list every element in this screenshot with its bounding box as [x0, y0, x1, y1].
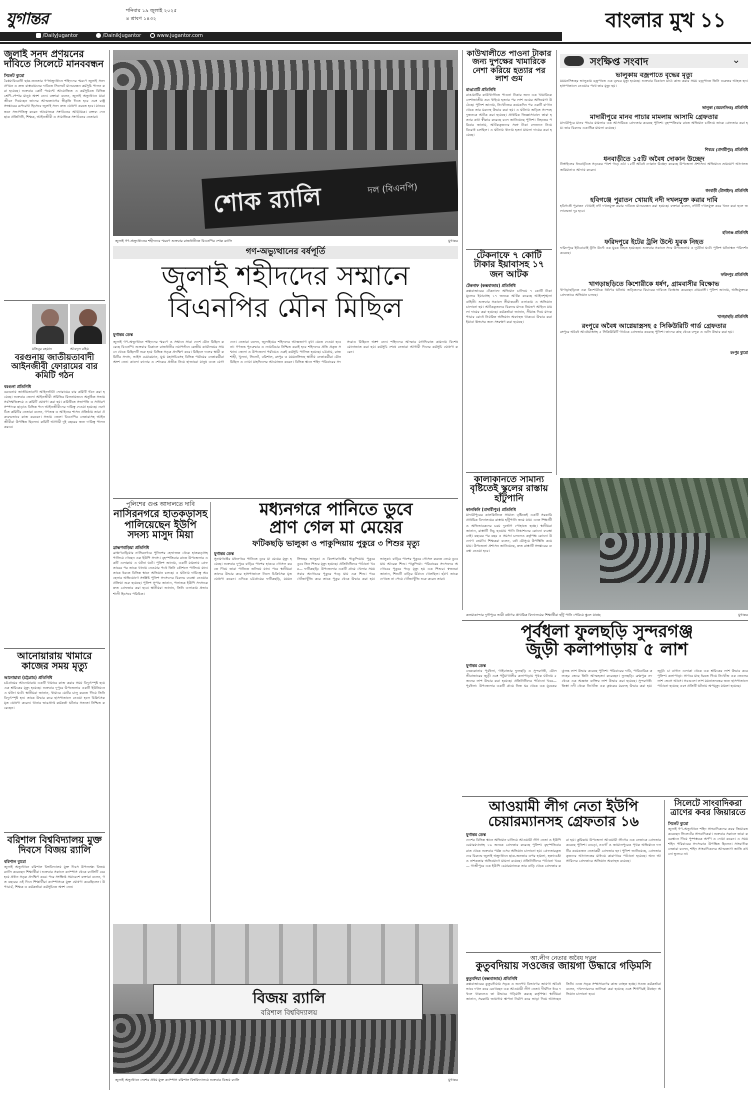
byline: আনোয়ারা (চট্টগ্রাম) প্রতিনিধি: [4, 674, 53, 680]
brief-list: [560, 72, 748, 474]
body-text: ব্রাহ্মণবাড়িয়ার নাসিরনগরে পুলিশের হেফাজত থেকে হাতকড়াসহ পালিয়ে গেছেন এক ইউপি সদস্য। বৃহস্পতিবার রাতে উপজেলার একটি এলাকায় এ ঘটনা ঘটে। পুলিশ জানায়, একটি মামলায় গ্রেফতারের পর তাকে থানায় নেওয়ার পথে তিনি কৌশলে পালিয়ে যান। তাকে ধরতে বিভিন্ন স্থানে অভিযান চলছে। এ ঘটনায় দায়িত্বে অবহেলার অভিযোগে সংশ্লিষ্ট পুলিশ সদস্যদের বিরুদ্ধে ব্যবস্থা নেওয়ার প্রক্রিয়া শুরু হয়েছে। পুলিশ সুপার জানান, পলাতক ইউপি সদস্যকে দ্রুত গ্রেফতার করা হবে। স্থানীয়রা জানান, তিনি এলাকায় প্রভাবশালী হিসেবে পরিচিত।: [113, 550, 208, 596]
kicker: আ.লীগ নেতার অবৈধ দখল: [530, 955, 597, 962]
banner-sub: দল (বিএনপি): [367, 182, 418, 197]
body-text: চট্টগ্রামের আনোয়ারায় একটি খামারে কাজ করার সময় বিদ্যুৎস্পৃষ্ট হয়ে এক শ্রমিকের মৃত্যু হয়েছে। শুক্রবার দুপুরে উপজেলার একটি ইউনিয়নে এ ঘটনা ঘটে। স্থানীয়রা জানান, খামারে মোটর চালু করতে গিয়ে তিনি বিদ্যুৎস্পৃষ্ট হন। তাকে উদ্ধার করে হাসপাতালে নেওয়া হলে চিকিৎসক মৃত ঘোষণা করেন। থানার ভারপ্রাপ্ত কর্মকর্তা ঘটনার সত্যতা নিশ্চিত করেছেন।: [4, 680, 105, 711]
body-text: জুলাই অভ্যুত্থানে বরিশাল বিশ্ববিদ্যালয় মুক্ত দিবস উপলক্ষ্যে বিজয় র‌্যালি করেছেন শিক্ষার্থীরা। শুক্রবার সকালে ক্যাম্পাস থেকে র‌্যালিটি বের হয়ে প্রধান সড়ক প্রদক্ষিণ করে। পরে সংক্ষিপ্ত সমাবেশে বক্তারা বলেন, গত বছরের এই দিনে শিক্ষার্থীরা ক্যাম্পাসকে মুক্ত ঘোষণা করেছিলেন। উপাচার্য, শিক্ষক ও কর্মকর্তারা কর্মসূচিতে অংশ নেন।: [4, 864, 105, 890]
body-text: জুলাই গণ-অভ্যুত্থানে শহিদ সাংবাদিকদের কবর জিয়ারত করেছেন সিলেটের সাংবাদিকরা। শুক্রবার সকালে তারা কবরস্থানে গিয়ে পুষ্পস্তবক অর্পণ ও দোয়া করেন। এ সময় শহিদ পরিবারের সদস্যরাও উপস্থিত ছিলেন। সাংবাদিক নেতারা বলেন, শহিদ সাংবাদিকদের আত্মত্যাগ জাতি কখনো ভুলবে না।: [668, 826, 748, 857]
body-text: সুনামগঞ্জের মধ্যনগরে পানিতে ডুবে মা মেয়ের মৃত্যু হয়েছে। শুক্রবার দুপুরে বাড়ির পাশের হাওরে গোসল করতে গিয়ে তারা পানিতে তলিয়ে যান। পরে স্থানীয়রা তাদের উদ্ধার করে হাসপাতালে নিলে চিকিৎসক মৃত ঘোষণা করেন। এদিকে চট্টগ্রামের ফটিকছড়ি, ময়মনসিংহের ভালুকা ও কিশোরগঞ্জের পাকুন্দিয়ায় পুকুরে ডুবে তিন শিশুর মৃত্যু হয়েছে। প্রতিনিধিদের পাঠানো খবর— ফটিকছড়ি: উপজেলার একটি গ্রামে খেলার সময় সবার অগোচরে পুকুরে পড়ে যায় এক শিশু। পরে খোঁজাখুঁজি করে তাকে পুকুর থেকে উদ্ধার করা হয়। ভালুকা: বাড়ির পাশের পুকুরে গোসল করতে নেমে ডুবে যায় আরেক শিশু। পাকুন্দিয়া: পরিবারের সদস্যদের অগোচরে পুকুরে পড়ে মৃত্যু হয় এক শিশুর। স্বজনরা জানান, শিশুটি বাড়ির উঠানে খেলছিল। হঠাৎ তাকে দেখতে না পেয়ে খোঁজাখুঁজি শুরু করেন তারা।: [214, 557, 458, 582]
photo-portrait-1: [32, 304, 68, 344]
headline: নাসিরনগরে হাতকড়াসহ পালিয়েছেন ইউপি সদস্য মাসুদ মিয়া: [113, 509, 208, 542]
headline: কুতুবদিয়ায় সওজের জায়গা উদ্ধারে গড়িমসি: [475, 961, 652, 973]
headline: সিলেটে সাংবাদিকরা ত্রাণের কবর জিয়ারতে: [670, 799, 746, 818]
brief-byline: ভালুকা (ময়মনসিংহ) প্রতিনিধি: [702, 104, 748, 110]
story-nasirnagar: [113, 502, 208, 922]
brief-headline: রংপুরে অবৈধ আগ্নেয়াস্ত্রসহ ৫ সিকিউরিটি গার্ড গ্রেফতার: [581, 321, 727, 330]
lead-kicker: গণ-অভ্যুত্থানের বর্ষপূর্তি: [113, 246, 458, 259]
brief-byline: ফরিদপুর প্রতিনিধি: [720, 272, 748, 278]
body-text: রাঙামাটির কাউখালীতে পাওনা টাকার জন্য এক খামারিকে নেশাজাতীয় দ্রব্য খাইয়ে হত্যার পর লাশ গুমের অভিযোগ উঠেছে। পুলিশ জানায়, নিখোঁজের কয়েকদিন পর একটি বাগান থেকে তার মরদেহ উদ্ধার করা হয়। এ ঘটনায় জড়িত সন্দেহে দুজনকে আটক করা হয়েছে। প্রাথমিক জিজ্ঞাসাবাদে তারা হত্যার কথা স্বীকার করেছে বলে জানিয়েছে পুলিশ। নিহতের পরিবার জানায়, আটককৃতদের সঙ্গে টাকা লেনদেন নিয়ে বিরোধ চলছিল। এ ঘটনায় থানায় হত্যা মামলা দায়ের করা হয়েছে।: [466, 92, 552, 138]
headline: বরিশাল বিশ্ববিদ্যালয় মুক্ত দিবসে বিজয় র‌্যালি: [7, 835, 102, 856]
headline: কালকিনিতে সামান্য বৃষ্টিতেই স্কুলের রাস্তায় হাঁটুপানি: [470, 476, 548, 504]
x-icon: [96, 33, 101, 38]
headline-line1: পূর্বধলা ফুলছড়ি সুন্দরগঞ্জ: [520, 622, 694, 642]
flood-photo: [560, 478, 748, 610]
story-sylhet-journalists: [668, 800, 748, 1088]
story-barishal-rally: [4, 836, 105, 1088]
chevron-down-icon: ⌄: [732, 55, 741, 66]
brief-item: [560, 197, 748, 236]
byline: সিলেট ব্যুরো: [4, 72, 25, 78]
website-link[interactable]: [150, 33, 203, 39]
byline: কুতুবদিয়া (কক্সবাজার) প্রতিনিধি: [466, 975, 518, 981]
body-text: কক্সবাজারের টেকনাফে অভিযান চালিয়ে ৭ কোটি টাকা মূল্যের ইয়াবাসহ ১৭ জনকে আটক করেছে আইনশৃঙ্খলা বাহিনী। শুক্রবার সকালে সীমান্তবর্তী এলাকায় এ অভিযান চালানো হয়। আটককৃতদের বিরুদ্ধে মাদক নিয়ন্ত্রণ আইনে মামলা দায়ের করা হয়েছে। কর্মকর্তারা জানান, সীমান্ত দিয়ে মাদক পাচার রোধে নিয়মিত অভিযান অব্যাহত থাকবে। উদ্ধার করা ইয়াবা ধ্বংসের জন্য সংরক্ষণ করা হয়েছে।: [466, 289, 552, 324]
story-awami-arrests: [466, 800, 661, 950]
brief-byline: রংপুর ব্যুরো: [730, 349, 748, 355]
brief-body: টাঙ্গাইলের ধনবাড়ীতে সড়কের পাশে গড়ে ওঠা ১৫টি অবৈধ দোকান উচ্ছেদ করেছে উপজেলা প্রশাসন। অভিযানে ভ্রাম্যমাণ আদালত জরিমানাও আদায় করেন।: [560, 162, 748, 172]
section-title: বাংলার মুখ: [605, 8, 694, 32]
portrait-caption-1: মতিবুর রহমান: [32, 347, 52, 351]
facebook-handle: /DailyJugantor: [42, 33, 79, 39]
brief-body: মাদারীপুরে মানব পাচার মামলার এক আসামিকে গ্রেফতার করেছে পুলিশ। বৃহস্পতিবার রাতে অভিযান চালিয়ে তাকে গ্রেফতার করা হয়। তার বিরুদ্ধে একাধিক মামলা রয়েছে।: [560, 120, 748, 130]
body-text: বরগুনায় জাতীয়তাবাদী আইনজীবী ফোরামের বার কমিটি গঠন করা হয়েছে। শুক্রবার জেলা আইনজীবী সমিতির মিলনায়তনে অনুষ্ঠিত সভায় সর্বসম্মতিক্রমে এ কমিটি ঘোষণা করা হয়। কমিটিতে সভাপতি ও সাধারণ সম্পাদক ছাড়াও বিভিন্ন পদে আইনজীবীদের দায়িত্ব দেওয়া হয়েছে। নবগঠিত কমিটির নেতারা বলেন, গণতন্ত্র ও আইনের শাসন প্রতিষ্ঠায় তারা ঐক্যবদ্ধভাবে কাজ করবেন। সভায় জেলা বিএনপির নেতারাসহ আইনজীবীরা উপস্থিত ছিলেন। কমিটি আগামী দুই বছরের জন্য দায়িত্ব পালন করবে।: [4, 389, 105, 430]
brief-item: [560, 72, 748, 111]
story-kutubdia: [466, 956, 661, 1090]
headline-line1: মধ্যনগরে পানিতে ডুবে: [259, 500, 413, 520]
byline: কালকিনি (মাদারীপুর) প্রতিনিধি: [466, 507, 516, 513]
brief-body: রংপুরে অবৈধ আগ্নেয়াস্ত্রসহ ৫ সিকিউরিটি গার্ডকে গ্রেফতার করেছে পুলিশ। তাদের কাছ থেকে বন্দুক ও গুলি উদ্ধার করা হয়।: [560, 329, 734, 334]
brief-item: [560, 281, 748, 320]
headline-line1: আওয়ামী লীগ নেতা ইউপি: [488, 799, 639, 815]
story-drowning: [214, 502, 458, 918]
body-text: নেত্রকোনার পূর্বধলা, গাইবান্ধার ফুলছড়ি ও সুন্দরগঞ্জ, মৌলভীবাজারের জুড়ী এবং পটুয়াখালীর কলাপাড়ায় পৃথক ঘটনায় ৫ জনের লাশ উদ্ধার করা হয়েছে। প্রতিনিধিদের পাঠানো খবর— পূর্বধলা: উপজেলার একটি গ্রামে নিজ ঘর থেকে এক যুবকের ঝুলন্ত লাশ উদ্ধার করেছে পুলিশ। পরিবারের দাবি, পারিবারিক কলহের জেরে তিনি আত্মহত্যা করেছেন। ফুলছড়ি: ব্রহ্মপুত্র নদ থেকে এক অজ্ঞাত ব্যক্তির লাশ উদ্ধার করা হয়েছে। সুন্দরগঞ্জ: তিস্তা নদী থেকে নিখোঁজ এক কৃষকের মরদেহ উদ্ধার করা হয়। জুড়ী: চা বাগান এলাকা থেকে এক শ্রমিকের লাশ উদ্ধার করে পুলিশ। কলাপাড়া: সাগরে মাছ ধরতে গিয়ে নিখোঁজ এক জেলের লাশ ভেসে আসে। সবগুলো লাশ ময়নাতদন্তের জন্য হাসপাতালে পাঠানো হয়েছে এবং প্রতিটি ঘটনায় অপমৃত্যু মামলা হয়েছে।: [466, 668, 748, 688]
story-kalkini: [466, 476, 552, 610]
date-line-2: ৪ শ্রাবণ ১৪৩২: [126, 16, 157, 22]
story-five-bodies: [466, 624, 748, 794]
brief-byline: শিবচর (মাদারীপুর) প্রতিনিধি: [704, 146, 748, 152]
rally-photo-credit: যুগান্তর: [448, 1078, 458, 1082]
sub-headline: ফটিকছড়ি ভালুকা ও পাকুন্দিয়ায় পুকুরে ৩ শিশুর মৃত্যু: [252, 538, 420, 548]
byline: যুগান্তর ডেস্ক: [466, 832, 486, 838]
lead-byline: যুগান্তর ডেস্ক: [113, 332, 133, 337]
masthead: [0, 0, 751, 50]
lead-photo: [113, 50, 458, 236]
lead-photo-caption: জুলাই গণ-অভ্যুত্থানের শহীদদের স্মরণে শুক্রবার রাজধানীতে বিএনপির শোক র‌্যালি: [115, 239, 233, 243]
headline: টেকনাফে ৭ কোটি টাকার ইয়াবাসহ ১৭ জন আটক: [473, 251, 545, 280]
x-handle: /DainikJugantor: [102, 33, 142, 39]
brief-headline: ফরিদপুরে ইটের ট্রলি উল্টে যুবক নিহত: [604, 238, 704, 247]
rally-banner-text: বিজয় র‌্যালি: [252, 989, 326, 1007]
byline: যুগান্তর ডেস্ক: [466, 662, 486, 668]
brief-headline: ধনবাড়ীতে ১৫টি অবৈধ দোকান উচ্ছেদ: [603, 154, 705, 163]
body-text: মাদারীপুরের কালকিনিতে সামান্য বৃষ্টিতেই একটি সরকারি প্রাথমিক বিদ্যালয়ের রাস্তায় হাঁটুপানি জমে যায়। এতে শিক্ষার্থী ও অভিভাবকদের চরম দুর্ভোগ পোহাতে হচ্ছে। স্থানীয়রা জানান, রাস্তাটি নিচু হওয়ায় পানি নিষ্কাশনের কোনো ব্যবস্থা নেই। বছরের পর বছর এ সমস্যা চললেও কর্তৃপক্ষ কোনো উদ্যোগ নেয়নি। শিক্ষকরা বলেন, বর্ষা মৌসুমে উপস্থিতি কমে যায়। উপজেলা প্রশাসন জানিয়েছে, দ্রুত রাস্তাটি সংস্কারের ব্যবস্থা নেওয়া হবে।: [466, 513, 552, 553]
brief-item: [560, 156, 748, 195]
headline: কাউখালীতে পাওনা টাকার জন্য দুপক্ষের খামারিকে নেশা করিয়ে হত্যার পর লাশ গুম: [466, 49, 552, 84]
photo-portrait-2: [70, 304, 106, 344]
banner-text: শোক র‌্যালি: [212, 182, 322, 219]
page-number: ১১: [700, 8, 726, 32]
brief-headline: মাদারীপুরে মানব পাচার মামলায় আসামি গ্রেফতার: [590, 112, 718, 121]
portrait-caption-2: আবদুল রহিম: [70, 347, 89, 351]
brief-item: [560, 239, 748, 278]
rally-photo: [113, 924, 458, 1074]
body-text: কক্সবাজারের কুতুবদিয়ায় সড়ক ও জনপথ বিভাগের জায়গা অবৈধভাবে দখল করে রেখেছেন এক আওয়ামী লীগ নেতা। দীর্ঘদিন ধরে দখলে থাকলেও তা উদ্ধারে গড়িমসি করছে কর্তৃপক্ষ। স্থানীয়রা জানান, সরকারি জায়গায় স্থাপনা নির্মাণ করে ভাড়া দিয়ে আসছেন তিনি। এতে সড়ক সম্প্রসারণের কাজ ব্যাহত হচ্ছে। সওজ কর্মকর্তারা বলেন, দখলদারদের তালিকা করা হয়েছে এবং শিগগিরই উচ্ছেদ অভিযান চালানো হবে।: [466, 981, 661, 1002]
byline: বরগুনা প্রতিনিধি: [4, 383, 31, 389]
globe-icon: [150, 33, 155, 38]
body-text: বৈষম্যবিরোধী ছাত্র-জনতার গণঅভ্যুত্থানে শহিদদের স্মরণে জুলাই সনদ প্রণয়ন ও দ্রুত বাস্তবায়নের দাবিতে সিলেটে মানববন্ধন কর্মসূচি পালন করা হয়েছে। শুক্রবার কোর্ট পয়েন্টে আয়োজিত এ কর্মসূচিতে বিভিন্ন শ্রেণি-পেশার মানুষ অংশ নেন। বক্তারা বলেন, জুলাই অভ্যুত্থানে যারা জীবন দিয়েছেন তাদের আত্মত্যাগের স্বীকৃতি দিতে হবে এবং রাষ্ট্র সংস্কারের রূপরেখা হিসেবে জুলাই সনদ দ্রুত ঘোষণা করতে হবে। মানববন্ধনে সভাপতিত্ব করেন আয়োজক সংগঠনের আহ্বায়ক। বক্তব্য দেন ছাত্র প্রতিনিধি, শিক্ষক, আইনজীবী ও সামাজিক সংগঠনের নেতারা।: [4, 78, 105, 119]
headline-line2: চেয়ারম্যানসহ গ্রেফতার ১৬: [488, 813, 639, 830]
rally-banner: [153, 984, 423, 1020]
byline: ব্রাহ্মণবাড়িয়া প্রতিনিধি: [113, 544, 150, 550]
brief-headline: হবিগঞ্জে পুরাতন খোয়াই নদী দখলমুক্ত করার দাবি: [590, 196, 718, 205]
byline: যুগান্তর ডেস্ক: [214, 551, 234, 557]
lead-body: জুলাই গণ-অভ্যুত্থানে শহিদদের স্মরণে ও সম্মানে সারা দেশে মৌন মিছিল করেছে বিএনপি। শুক্রবার বিকালে রাজধানীর নয়াপল্টনে কেন্দ্রীয় কার্যালয়ের সামনে থেকে মিছিলটি শুরু হয়ে বিভিন্ন সড়ক প্রদক্ষিণ করে। মিছিলে দলের স্থায়ী কমিটির সদস্য, ভাইস চেয়ারম্যান, যুগ্ম মহাসচিবসহ বিভিন্ন পর্যায়ের নেতাকর্মীরা অংশ নেন। কালো ব্যানার ও শোকের প্রতীক নিয়ে হাজারো মানুষ এতে যোগ দেন। নেতারা বলেন, জুলাইয়ের শহিদদের আত্মত্যাগ বৃথা যেতে দেওয়া হবে না। গণতন্ত্র পুনরুদ্ধার ও ন্যায়বিচার নিশ্চিত করাই হবে শহিদদের প্রতি প্রকৃত সম্মান। জেলা ও উপজেলা পর্যায়েও একই কর্মসূচি পালিত হয়েছে। চট্টগ্রাম, রাজশাহী, খুলনা, সিলেট, বরিশাল, রংপুর ও ময়মনসিংহে স্থানীয় নেতাকর্মীরা মৌন মিছিল ও দোয়া মাহফিলের আয়োজন করেন। বিভিন্ন স্থানে শহিদ পরিবারের সদস্যরাও মিছিলে অংশ নেন। শহিদদের আত্মার মাগফিরাত কামনায় বিশেষ মোনাজাত করা হয়। কর্মসূচি শেষে নেতারা আগামী দিনের কর্মসূচি ঘোষণা করেন।: [113, 340, 458, 365]
brief-body: খাগড়াছড়িতে এক কিশোরীকে ধর্ষণের ঘটনায় জড়িতদের বিচারের দাবিতে বিক্ষোভ করেছেন গ্রামবাসী। পুলিশ জানায়, অভিযুক্তকে গ্রেফতারে অভিযান চলছে।: [560, 287, 748, 297]
rally-banner-sub: বরিশাল বিশ্ববিদ্যালয়: [260, 1009, 318, 1017]
body-text: দেশের বিভিন্ন স্থানে অভিযান চালিয়ে আওয়ামী লীগ নেতা ও ইউপি চেয়ারম্যানসহ ১৬ জনকে গ্রেফতার করেছে পুলিশ। বৃহস্পতিবার রাত থেকে শুক্রবার পর্যন্ত এসব অভিযান চালানো হয়। গ্রেফতারকৃতদের বিরুদ্ধে জুলাই অভ্যুত্থানে ছাত্র-জনতার ওপর হামলা, হত্যাচেষ্টা ও নাশকতার অভিযোগে মামলা রয়েছে। প্রতিনিধিদের পাঠানো খবর— গাজীপুরে এক ইউপি চেয়ারম্যানকে তার বাড়ি থেকে গ্রেফতার করা হয়। কুমিল্লায় উপজেলা আওয়ামী লীগের এক নেতাকে গ্রেফতার করেছে পুলিশ। বগুড়া, নওগাঁ ও জামালপুরেও পৃথক অভিযানে দলটির কয়েকজন নেতাকর্মী গ্রেফতার হন। পুলিশ জানিয়েছে, গ্রেফতারকৃতদের আদালতের মাধ্যমে কারাগারে পাঠানো হয়েছে। অন্য আসামিদের গ্রেফতারে অভিযান অব্যাহত রয়েছে।: [466, 838, 661, 868]
brief-body: ময়মনসিংহের ভালুকায় বজ্রপাতে এক বৃদ্ধের মৃত্যু হয়েছে। শুক্রবার বিকালে মাঠে কাজ করার সময় বজ্রপাতে তিনি গুরুতর আহত হন। হাসপাতালে নেওয়ার পথে তার মৃত্যু হয়।: [560, 78, 748, 88]
brief-title: সংক্ষিপ্ত সংবাদ: [590, 57, 649, 68]
lead-photo-credit: যুগান্তর: [448, 239, 458, 243]
kicker: পুলিশের গুপ্ত আদালতে দাবি: [126, 501, 195, 508]
story-barguna-lawyers: [4, 354, 105, 644]
brief-byline: হবিগঞ্জ প্রতিনিধি: [722, 230, 748, 236]
flood-photo-caption: কলমাকান্দার দুর্গাপুরে ভারী বর্ষণের প্রাথমিক বিদ্যালয়ের শিক্ষার্থীরা হাঁটু পানি পেরিয়ে স্কুলে যাচ্ছে: [466, 613, 601, 617]
brief-news-header: [560, 54, 748, 68]
byline: সিলেট ব্যুরো: [668, 820, 689, 826]
x-link[interactable]: [96, 33, 141, 39]
brief-body: ফরিদপুরে ইটবোঝাই ট্রলি উল্টে এক যুবক নিহত হয়েছেন। শুক্রবার সকালে সদর উপজেলায় এ দুর্ঘটনা ঘটে। পুলিশ ঘটনাস্থল পরিদর্শন করেছে।: [560, 246, 748, 256]
brief-item: [560, 114, 748, 153]
headline: বরগুনায় জাতীয়তাবাদী আইনজীবী ফোরামের বার কমিটি গঠন: [11, 353, 98, 381]
website-url: www.jugantor.com: [156, 33, 203, 39]
brief-item: [560, 323, 748, 356]
brief-body: হবিগঞ্জে পুরাতন খোয়াই নদী দখলমুক্ত করার দাবিতে মানববন্ধন করা হয়েছে। বক্তারা বলেন, নদীটি দখলমুক্ত করে খনন করা হলে জলাবদ্ধতা দূর হবে।: [560, 204, 748, 214]
date-line-1: শনিবার ১৯ জুলাই ২০২৫: [126, 8, 177, 14]
facebook-icon: [36, 33, 41, 38]
story-july-charter: [4, 50, 105, 298]
headline: জুলাই সনদ প্রণয়নের দাবিতে সিলেটে মানববন্ধন: [4, 49, 104, 70]
lead-headline-line2: বিএনপির মৌন মিছিল: [168, 293, 403, 324]
brief-byline: খাগড়াছড়ি প্রতিনিধি: [717, 313, 748, 319]
brief-byline: ধনবাড়ী (টাঙ্গাইল) প্রতিনিধি: [705, 188, 748, 194]
story-anowara: [4, 652, 105, 830]
flood-photo-credit: যুগান্তর: [738, 613, 748, 617]
story-kawkhali: [466, 50, 552, 248]
rally-photo-caption: জুলাই অভ্যুত্থানে দেশের প্রথম মুক্ত ক্যাম্পাস বরিশাল বিশ্ববিদ্যালয়ে শুক্রবার বিজয় র‌্যালি: [115, 1078, 240, 1082]
facebook-link[interactable]: [36, 33, 78, 39]
brief-headline: খাগড়াছড়িতে কিশোরীকে ধর্ষণ, গ্রামবাসীর বিক্ষোভ: [588, 280, 720, 289]
headline: আনোয়ারায় খামারে কাজের সময় মৃত্যু: [17, 651, 92, 672]
newspaper-logo: যুগান্তর: [6, 9, 49, 28]
mourning-banner: [202, 161, 458, 229]
byline: টেকনাফ (কক্সবাজার) প্রতিনিধি: [466, 283, 516, 289]
social-bar: [0, 32, 562, 41]
byline: বরিশাল ব্যুরো: [4, 858, 26, 864]
byline: রাঙামাটি প্রতিনিধি: [466, 86, 496, 92]
lead-headline-line1: জুলাই শহীদদের সম্মানে: [161, 261, 410, 292]
story-teknaf: [466, 252, 552, 470]
headline-line2: প্রাণ গেল মা মেয়ের: [269, 517, 403, 538]
brief-headline: ভালুকায় বজ্রপাতে বৃদ্ধের মৃত্যু: [615, 72, 693, 79]
brief-icon: [564, 56, 584, 66]
headline-line2: জুড়ী কলাপাড়ায় ৫ লাশ: [526, 639, 688, 660]
